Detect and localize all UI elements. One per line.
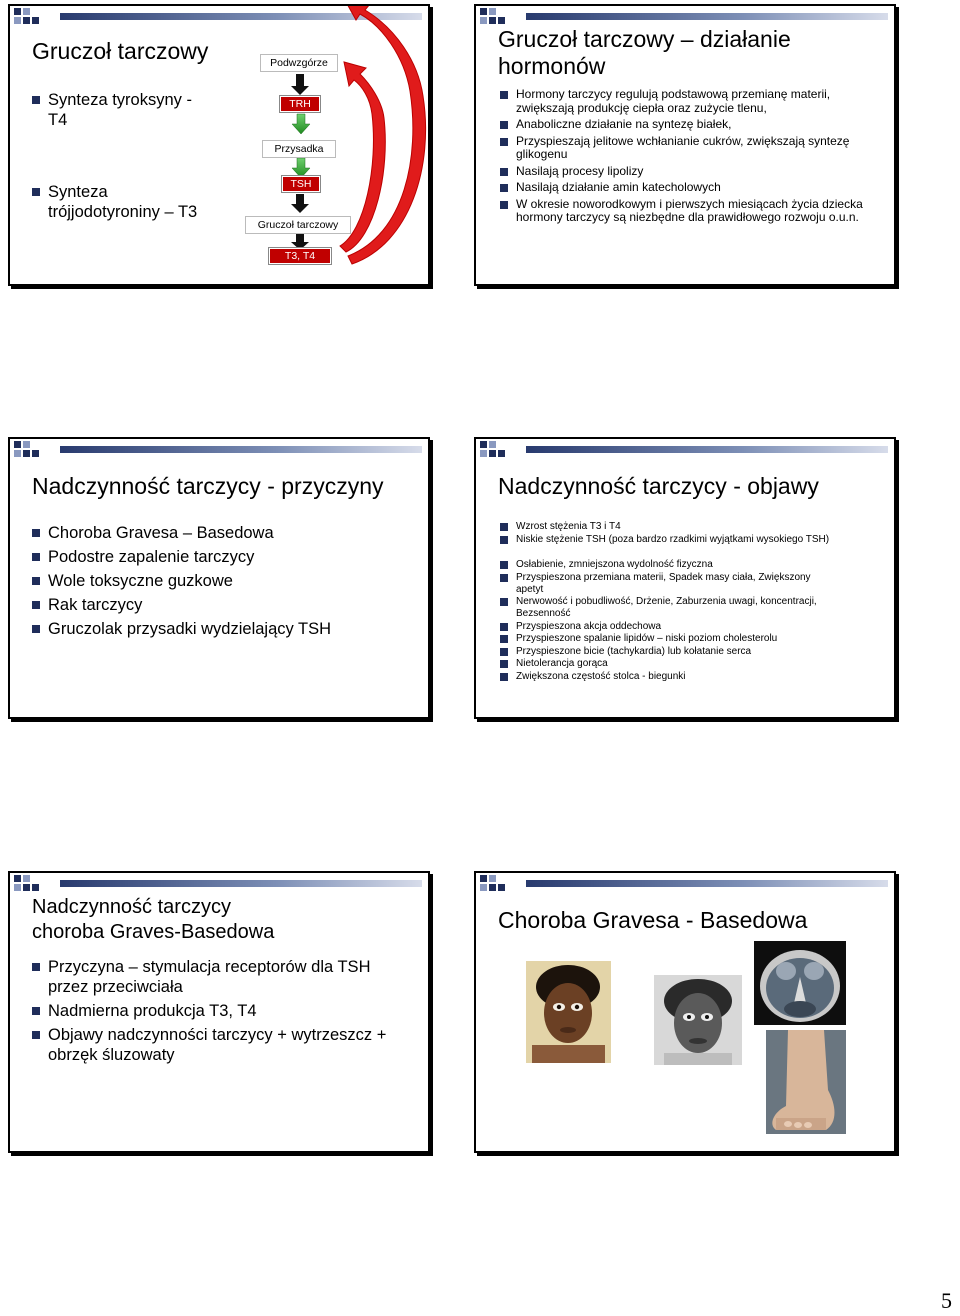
lab-findings-list [500, 521, 880, 546]
bullet-item: Przyczyna – stymulacja receptorów dla TSH przez przeciwciała [32, 957, 392, 997]
bullet-item: Przyspieszona przemiana materii, Spadek masy ciała, Zwiększony apetyt [500, 572, 840, 596]
slide-header-decoration [476, 873, 894, 895]
bullet-item: Anaboliczne działanie na syntezę białek, [500, 118, 870, 132]
feedback-arrows [10, 6, 430, 286]
bullet-item: Wzrost stężenia T3 i T4 [500, 521, 880, 533]
bullet-item: Przyspieszone bicie (tachykardia) lub kołatanie serca [500, 646, 840, 658]
bullet-item: Rak tarczycy [32, 595, 422, 615]
slide-title-line: choroba Graves-Basedowa [32, 921, 275, 943]
bullet-item: Hormony tarczycy regulują podstawową przemianę materii, zwiększają produkcję ciepła oraz zużycie tlenu, [500, 88, 870, 115]
slide-header-decoration [10, 439, 428, 461]
slide-title: Gruczoł tarczowy [32, 38, 209, 64]
bullet-item: W okresie noworodkowym i pierwszych miesiącach życia dziecka hormony tarczycy są niezbędne dla prawidłowego rozwoju o.u.n. [500, 198, 870, 225]
patient-face-photo-2 [654, 975, 742, 1065]
thyroid-box: Gruczoł tarczowy [245, 216, 351, 234]
bullet-list [32, 523, 422, 643]
bullet-item: Synteza trójjodotyroniny – T3 [32, 182, 212, 222]
trh-label: TRH [280, 96, 320, 112]
bullet-item: Nasilają działanie amin katecholowych [500, 181, 870, 195]
slide-title-line: Nadczynność tarczycy [32, 896, 231, 918]
bullet-item: Nerwowość i pobudliwość, Drżenie, Zaburzenia uwagi, koncentracji, Bezsenność [500, 596, 840, 620]
patient-face-photo-1 [526, 961, 611, 1063]
slide-header-decoration [476, 439, 894, 461]
slide-header-decoration [10, 873, 428, 895]
slide-graves-disease-overview [8, 871, 430, 1153]
bullet-item: Gruczolak przysadki wydzielający TSH [32, 619, 422, 639]
t3-t4-label: T3, T4 [269, 248, 331, 264]
slide-title: Gruczoł tarczowy – działanie hormonów [498, 26, 791, 79]
bullet-item: Przyspieszają jelitowe wchłanianie cukrów, zwiększają syntezę glikogenu [500, 135, 870, 162]
bullet-item: Choroba Gravesa – Basedowa [32, 523, 422, 543]
slide-title [32, 895, 274, 945]
slide-title: Nadczynność tarczycy - przyczyny [32, 473, 384, 499]
bullet-item: Niskie stężenie TSH (poza bardzo rzadkimi wyjątkami wysokiego TSH) [500, 534, 880, 546]
slide-graves-disease-photos [474, 871, 896, 1153]
bullet-item: Osłabienie, zmniejszona wydolność fizyczna [500, 559, 840, 571]
slide-hyperthyroidism-causes [8, 437, 430, 719]
bullet-item: Synteza tyroksyny - T4 [32, 90, 212, 130]
hypothalamus-box: Podwzgórze [260, 54, 338, 72]
tsh-label: TSH [282, 176, 320, 192]
slide-title: Choroba Gravesa - Basedowa [498, 907, 808, 933]
bullet-item: Objawy nadczynności tarczycy + wytrzeszcz + obrzęk śluzowaty [32, 1025, 392, 1065]
bullet-item: Nietolerancja gorąca [500, 658, 840, 670]
bullet-item: Wole toksyczne guzkowe [32, 571, 422, 591]
slide-thyroid-gland [8, 4, 430, 286]
bullet-list [500, 88, 870, 228]
bullet-item: Nadmierna produkcja T3, T4 [32, 1001, 392, 1021]
slide-thyroid-hormone-action [474, 4, 896, 286]
slide-hyperthyroidism-symptoms [474, 437, 896, 719]
symptoms-list [500, 559, 840, 683]
bullet-item: Nasilają procesy lipolizy [500, 165, 870, 179]
bullet-item: Zwiększona częstość stolca - biegunki [500, 671, 840, 683]
page-number: 5 [941, 1288, 952, 1313]
bullet-list [32, 957, 392, 1069]
pituitary-box: Przysadka [262, 140, 336, 158]
slide-title: Nadczynność tarczycy - objawy [498, 473, 819, 499]
leg-edema-photo [766, 1030, 846, 1134]
bullet-item: Przyspieszona akcja oddechowa [500, 621, 840, 633]
bullet-item: Podostre zapalenie tarczycy [32, 547, 422, 567]
bullet-item: Przyspieszone spalanie lipidów – niski poziom cholesterolu [500, 633, 840, 645]
slide-header-decoration [476, 6, 894, 28]
orbit-ct-scan [754, 941, 846, 1025]
